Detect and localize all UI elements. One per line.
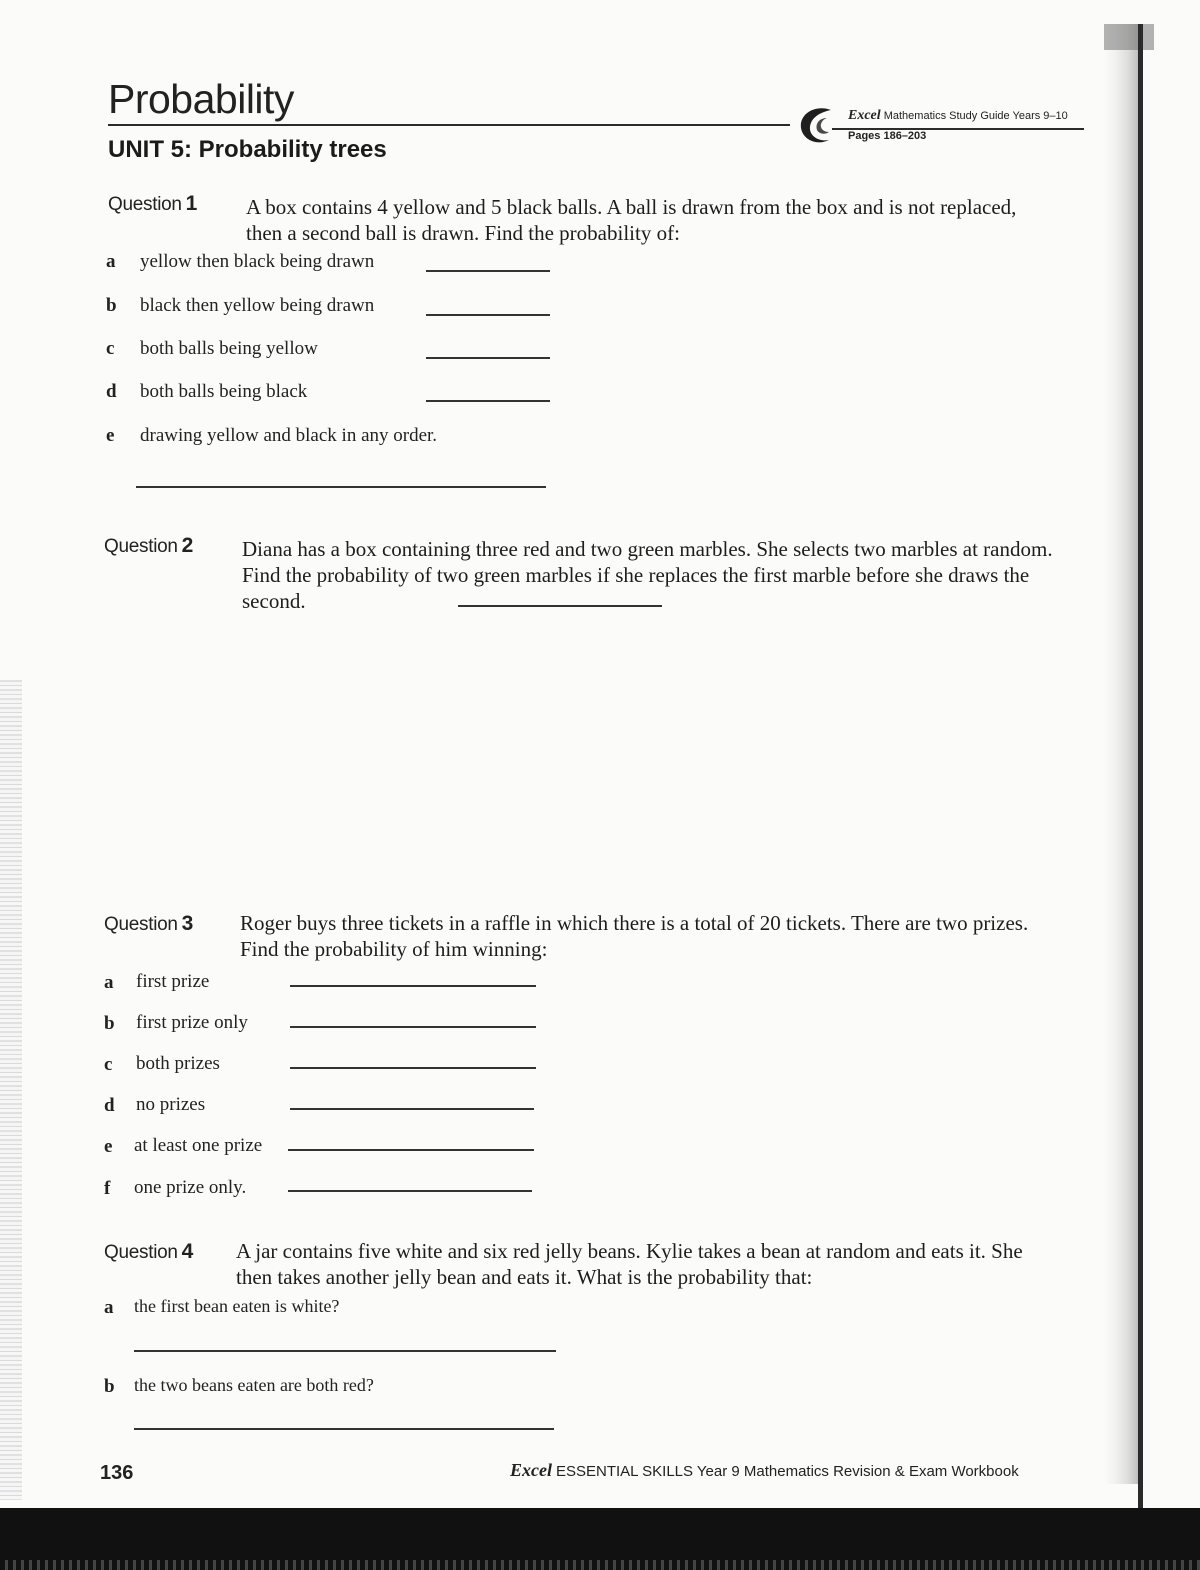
part-letter: b [104, 1376, 115, 1397]
question-label [104, 534, 193, 558]
answer-line[interactable] [134, 1428, 554, 1430]
part-text: the two beans eaten are both red? [134, 1375, 374, 1395]
answer-line[interactable] [290, 1067, 536, 1069]
question-number: 4 [181, 1240, 194, 1263]
part-letter: b [104, 1013, 115, 1034]
question-word: Question [108, 194, 182, 215]
part-letter: a [106, 251, 116, 272]
scan-right-shadow [1104, 24, 1142, 1484]
footer-book-title [510, 1460, 1019, 1481]
scan-bottom-band [0, 1508, 1200, 1570]
part-letter: d [104, 1095, 115, 1116]
part-letter: c [104, 1054, 113, 1075]
part-letter: e [106, 425, 115, 446]
part-text: black then yellow being drawn [140, 295, 375, 316]
part-text: both balls being yellow [140, 338, 318, 359]
answer-line[interactable] [288, 1149, 534, 1151]
scan-left-edge [0, 680, 22, 1500]
scan-smudge [1104, 24, 1154, 50]
title-rule [108, 124, 790, 126]
question-word: Question [104, 1242, 178, 1263]
answer-line[interactable] [426, 400, 550, 402]
part-text: at least one prize [134, 1135, 263, 1156]
page-title: Probability [108, 76, 294, 122]
question-text: A box contains 4 yellow and 5 black balls. A ball is drawn from the box and is not replaced, then a second ball is drawn. Find the probability of: [246, 195, 1017, 245]
page-binding-edge [1138, 24, 1143, 1514]
reference-brand: Excel [848, 108, 881, 123]
part-text: both prizes [136, 1053, 220, 1074]
answer-line[interactable] [136, 486, 546, 488]
reference-guide-title: Mathematics Study Guide Years 9–10 [883, 110, 1068, 122]
question-text: Roger buys three tickets in a raffle in which there is a total of 20 tickets. There are two prizes. Find the probability of him winning: [240, 911, 1029, 961]
part-letter: a [104, 1297, 114, 1318]
unit-title: UNIT 5: Probability trees [108, 136, 387, 163]
answer-line[interactable] [288, 1190, 532, 1192]
question-word: Question [104, 536, 178, 557]
question-label [104, 912, 193, 936]
question-number: 2 [181, 534, 194, 557]
part-letter: a [104, 972, 114, 993]
part-letter: f [104, 1178, 111, 1199]
part-text: yellow then black being drawn [140, 251, 375, 272]
answer-line[interactable] [426, 314, 550, 316]
question-number: 1 [185, 192, 198, 215]
answer-line[interactable] [290, 1108, 534, 1110]
answer-line[interactable] [426, 270, 550, 272]
part-letter: b [106, 295, 117, 316]
answer-line[interactable] [458, 605, 662, 607]
excel-swirl-icon [797, 104, 837, 148]
part-letter: e [104, 1136, 113, 1157]
part-text: both balls being black [140, 381, 308, 402]
part-text: one prize only. [134, 1177, 247, 1198]
answer-line[interactable] [290, 1026, 536, 1028]
reference-pages: Pages 186–203 [848, 130, 927, 142]
question-word: Question [104, 914, 178, 935]
footer-book: ESSENTIAL SKILLS Year 9 Mathematics Revision & Exam Workbook [556, 1463, 1019, 1480]
page-number: 136 [100, 1462, 134, 1484]
answer-line[interactable] [426, 357, 550, 359]
question-text: Diana has a box containing three red and two green marbles. She selects two marbles at random. Find the probability of two green marbles if she replaces the first marble before she draws the second. [242, 537, 1053, 613]
answer-line[interactable] [134, 1350, 556, 1352]
part-letter: c [106, 338, 115, 359]
part-text: no prizes [136, 1094, 206, 1115]
question-label [104, 1240, 193, 1264]
part-text: first prize only [136, 1012, 248, 1033]
part-letter: d [106, 381, 117, 402]
footer-brand: Excel [510, 1460, 552, 1480]
part-text: the first bean eaten is white? [134, 1296, 340, 1316]
part-text: first prize [136, 971, 210, 992]
question-label [108, 192, 197, 216]
answer-line[interactable] [290, 985, 536, 987]
part-text: drawing yellow and black in any order. [140, 425, 438, 446]
question-number: 3 [181, 912, 194, 935]
reference-guide [848, 108, 1068, 124]
question-text: A jar contains five white and six red jelly beans. Kylie takes a bean at random and eats it. She then takes another jelly bean and eats it. What is the probability that: [236, 1239, 1023, 1289]
